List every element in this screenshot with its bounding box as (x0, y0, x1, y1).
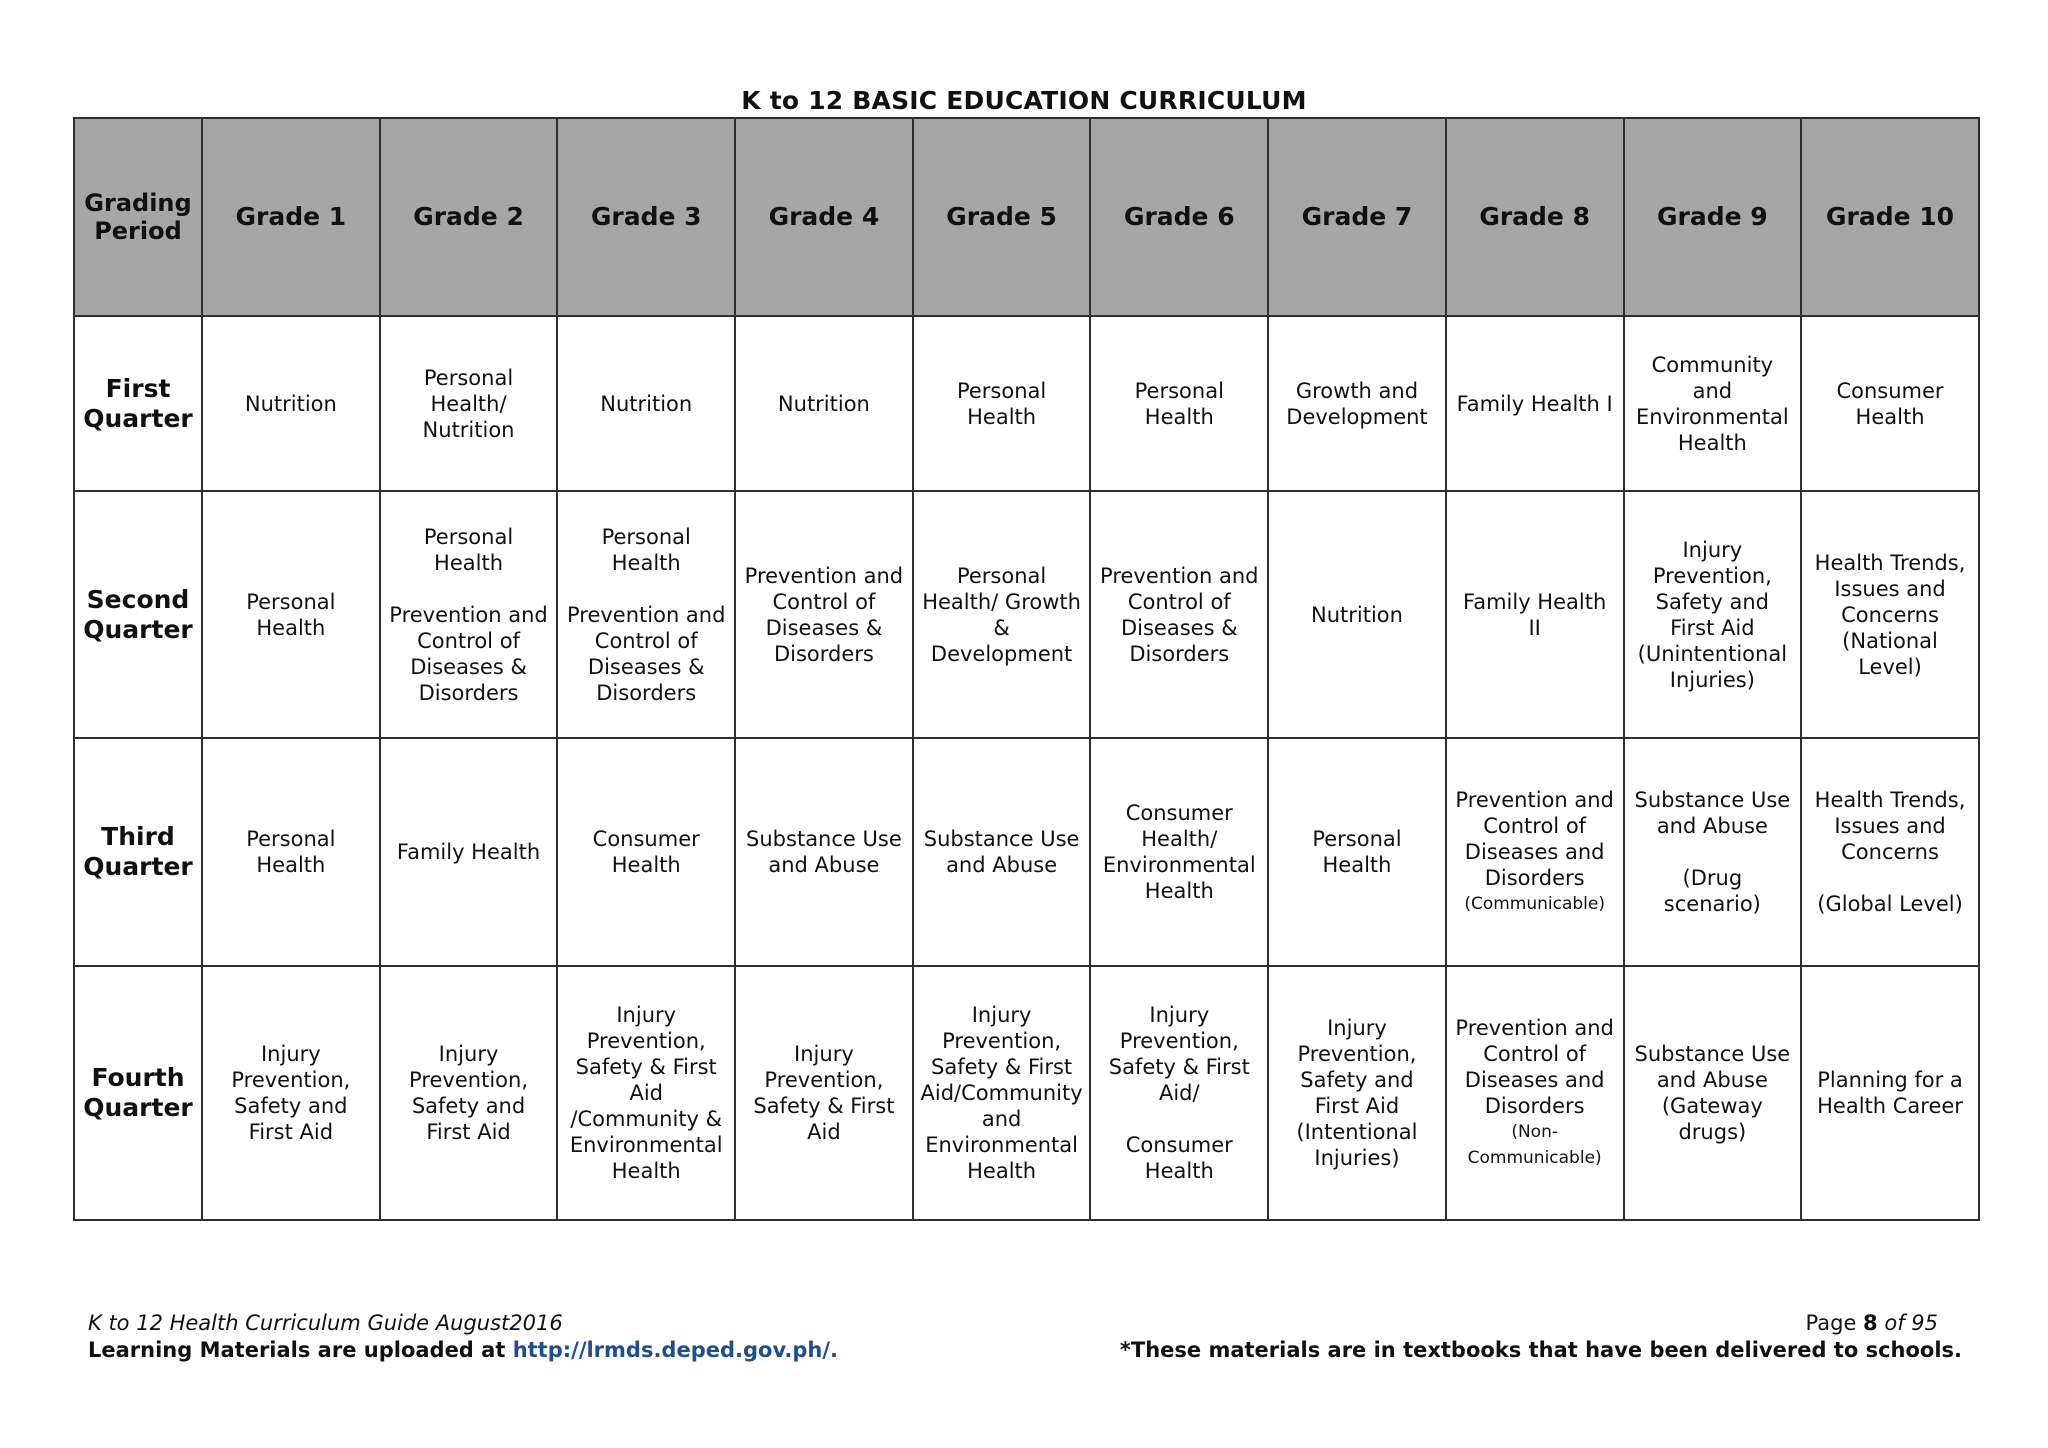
table-cell: Prevention and Control of Diseases & Disorders (1090, 491, 1268, 738)
table-row-second-quarter (74, 491, 1979, 738)
grade-9-header: Grade 9 (1624, 118, 1802, 316)
table-cell: Health Trends, Issues and Concerns (Global Level) (1801, 738, 1979, 966)
table-cell: Substance Use and Abuse (913, 738, 1091, 966)
footer-upload-line (88, 1337, 838, 1364)
table-cell: Community and Environmental Health (1624, 316, 1802, 491)
cell-note: (Communicable) (1464, 894, 1605, 914)
table-cell: Injury Prevention, Safety and First Aid (Unintentional Injuries) (1624, 491, 1802, 738)
table-cell: Personal Health/ Nutrition (380, 316, 558, 491)
grade-6-header: Grade 6 (1090, 118, 1268, 316)
table-row-first-quarter (74, 316, 1979, 491)
curriculum-table (73, 117, 1980, 1221)
grade-2-header: Grade 2 (380, 118, 558, 316)
grade-4-header: Grade 4 (735, 118, 913, 316)
table-cell: Substance Use and Abuse (Gateway drugs) (1624, 966, 1802, 1220)
grading-period-header: Grading Period (74, 118, 202, 316)
table-cell: Injury Prevention, Safety and First Aid (Intentional Injuries) (1268, 966, 1446, 1220)
period-label: Third Quarter (74, 738, 202, 966)
page-indicator (1120, 1310, 1962, 1337)
grade-10-header: Grade 10 (1801, 118, 1979, 316)
page-label: Page (1805, 1311, 1864, 1335)
lrmds-link[interactable]: http://lrmds.deped.gov.ph/. (512, 1338, 839, 1362)
table-cell: Personal Health Prevention and Control of Diseases & Disorders (380, 491, 558, 738)
table-row-fourth-quarter (74, 966, 1979, 1220)
table-cell: Nutrition (735, 316, 913, 491)
period-label: Fourth Quarter (74, 966, 202, 1220)
table-cell: Consumer Health (1801, 316, 1979, 491)
grade-7-header: Grade 7 (1268, 118, 1446, 316)
table-cell: Health Trends, Issues and Concerns (National Level) (1801, 491, 1979, 738)
table-cell: Growth and Development (1268, 316, 1446, 491)
table-cell: Injury Prevention, Safety and First Aid (380, 966, 558, 1220)
table-cell: Family Health II (1446, 491, 1624, 738)
table-cell: Consumer Health (557, 738, 735, 966)
table-cell: Personal Health (1090, 316, 1268, 491)
table-cell: Nutrition (557, 316, 735, 491)
table-cell: Injury Prevention, Safety & First Aid/Community and Environmental Health (913, 966, 1091, 1220)
grade-8-header: Grade 8 (1446, 118, 1624, 316)
page-number: 8 (1863, 1311, 1878, 1335)
grade-3-header: Grade 3 (557, 118, 735, 316)
table-cell: Injury Prevention, Safety & First Aid (735, 966, 913, 1220)
cell-note: (Non- Communicable) (1467, 1122, 1602, 1168)
delivered-note: *These materials are in textbooks that have been delivered to schools. (1119, 1338, 1962, 1362)
grade-5-header: Grade 5 (913, 118, 1091, 316)
table-cell (1446, 738, 1624, 966)
table-cell: Nutrition (202, 316, 380, 491)
period-label: First Quarter (74, 316, 202, 491)
table-cell: Injury Prevention, Safety and First Aid (202, 966, 380, 1220)
table-cell: Nutrition (1268, 491, 1446, 738)
table-cell: Personal Health (913, 316, 1091, 491)
header-row (74, 118, 1979, 316)
table-cell: Injury Prevention, Safety & First Aid /Community & Environmental Health (557, 966, 735, 1220)
table-cell: Personal Health (202, 738, 380, 966)
grade-1-header: Grade 1 (202, 118, 380, 316)
page-total: of 95 (1877, 1311, 1938, 1335)
footer-upload-text: Learning Materials are uploaded at (88, 1338, 513, 1362)
table-cell (1446, 966, 1624, 1220)
table-cell: Substance Use and Abuse (Drug scenario) (1624, 738, 1802, 966)
footer-right (1120, 1310, 1962, 1364)
document-title: K to 12 BASIC EDUCATION CURRICULUM (741, 86, 1307, 115)
footer-left (88, 1310, 838, 1364)
table-cell: Personal Health Prevention and Control of Diseases & Disorders (557, 491, 735, 738)
footer-guide-title: K to 12 Health Curriculum Guide August2016 (88, 1311, 563, 1335)
table-cell: Prevention and Control of Diseases & Disorders (735, 491, 913, 738)
cell-main-text: Prevention and Control of Diseases and Disorders (1455, 788, 1614, 890)
table-cell: Personal Health (202, 491, 380, 738)
table-row-third-quarter (74, 738, 1979, 966)
table-cell: Injury Prevention, Safety & First Aid/ Consumer Health (1090, 966, 1268, 1220)
table-cell: Substance Use and Abuse (735, 738, 913, 966)
period-label: Second Quarter (74, 491, 202, 738)
cell-main-text: Prevention and Control of Diseases and Disorders (1455, 1016, 1614, 1118)
table-cell: Family Health I (1446, 316, 1624, 491)
table-cell: Planning for a Health Career (1801, 966, 1979, 1220)
table-cell: Family Health (380, 738, 558, 966)
table-cell: Personal Health/ Growth & Development (913, 491, 1091, 738)
table-cell: Personal Health (1268, 738, 1446, 966)
table-cell: Consumer Health/ Environmental Health (1090, 738, 1268, 966)
